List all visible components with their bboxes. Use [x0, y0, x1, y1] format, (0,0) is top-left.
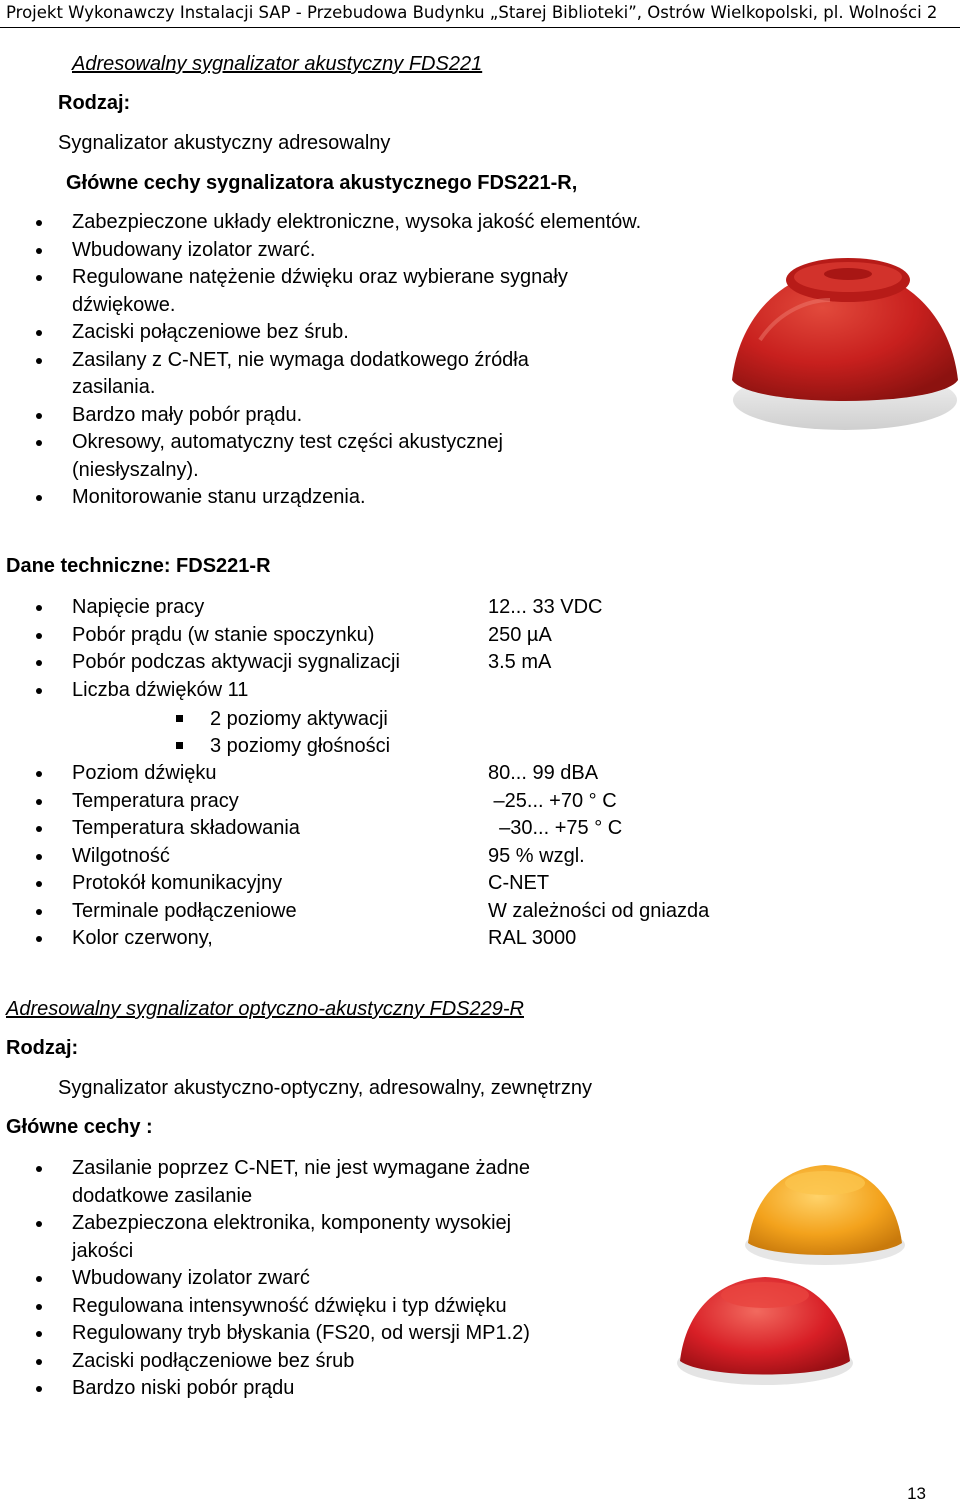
feature-item: [72, 1155, 530, 1183]
section1-type-label: Rodzaj:: [58, 92, 131, 114]
feature-item-continuation: [72, 1238, 530, 1266]
bullet-icon: [36, 1276, 42, 1282]
bullet-icon: [36, 881, 42, 887]
feature-text: Bardzo mały pobór prądu.: [72, 403, 303, 426]
spec-value: 250 µA: [488, 623, 552, 646]
square-bullet-icon: [176, 742, 183, 749]
bullet-icon: [36, 1386, 42, 1392]
bullet-icon: [36, 605, 42, 611]
bullet-icon: [36, 660, 42, 666]
spec-item: [72, 760, 599, 788]
square-bullet-icon: [176, 715, 183, 722]
spec-value: –25... +70 ° C: [488, 789, 617, 812]
feature-item: [72, 1348, 530, 1376]
feature-text: Zabezpieczona elektronika, komponenty wysokiej: [72, 1212, 512, 1234]
spec-label: Pobór prądu (w stanie spoczynku): [72, 623, 375, 646]
section2-type-value: Sygnalizator akustyczno-optyczny, adresowalny, zewnętrzny: [58, 1077, 592, 1099]
spec-item: [72, 594, 603, 622]
page-header: Projekt Wykonawczy Instalacji SAP - Przebudowa Budynku „Starej Biblioteki”, Ostrów Wielkopolski, pl. Wolności 2: [6, 3, 938, 22]
feature-item: [72, 237, 641, 265]
spec-item: [72, 788, 617, 816]
feature-text: jakości: [72, 1239, 134, 1262]
feature-text: (niesłyszalny).: [72, 458, 199, 481]
spec-value: W zależności od gniazda: [488, 899, 710, 922]
header-rule: [0, 27, 960, 28]
bullet-icon: [36, 854, 42, 860]
spec-item: [72, 925, 577, 953]
bullet-icon: [36, 771, 42, 777]
spec-item: [72, 677, 400, 705]
spec-item: [72, 649, 552, 677]
feature-item: [72, 484, 641, 512]
feature-text: Zasilany z C-NET, nie wymaga dodatkowego źródła: [72, 348, 529, 371]
bullet-icon: [36, 248, 42, 254]
spec-label: Temperatura składowania: [72, 817, 300, 839]
feature-text: Wbudowany izolator zwarć: [72, 1267, 310, 1289]
bullet-icon: [36, 799, 42, 805]
spec-label: Wilgotność: [72, 844, 170, 867]
feature-text: Wbudowany izolator zwarć.: [72, 238, 316, 261]
spec-value: RAL 3000: [488, 927, 577, 949]
feature-text: Zaciski podłączeniowe bez śrub: [72, 1349, 355, 1372]
feature-text: Monitorowanie stanu urządzenia.: [72, 486, 366, 508]
amber-beacon-image: [740, 1155, 910, 1270]
feature-text: Zabezpieczone układy elektroniczne, wysoka jakość elementów.: [72, 211, 642, 233]
section1-features-heading: Główne cechy sygnalizatora akustycznego FDS221-R,: [66, 172, 578, 194]
spec-label: Liczba dźwięków 11: [72, 678, 249, 701]
bullet-icon: [36, 358, 42, 364]
feature-item: [72, 209, 641, 237]
tech-data-heading: Dane techniczne: FDS221-R: [6, 555, 271, 577]
bullet-icon: [36, 688, 42, 694]
feature-text: Bardzo niski pobór prądu: [72, 1377, 295, 1399]
feature-item: [72, 1210, 530, 1238]
spec-item: [72, 843, 585, 871]
page-number: 13: [907, 1484, 926, 1503]
spec-label: Protokół komunikacyjny: [72, 872, 283, 894]
bullet-icon: [36, 826, 42, 832]
feature-text: zasilania.: [72, 376, 156, 398]
bullet-icon: [36, 275, 42, 281]
spec-label: Napięcie pracy: [72, 596, 205, 618]
spec-value: 12... 33 VDC: [488, 596, 603, 618]
feature-item: [72, 429, 641, 457]
sub-spec-text: 3 poziomy głośności: [210, 735, 391, 757]
red-sounder-image: [720, 230, 960, 440]
bullet-icon: [36, 1359, 42, 1365]
feature-item: [72, 402, 641, 430]
feature-text: dźwiękowe.: [72, 293, 176, 316]
feature-item: [72, 319, 641, 347]
bullet-icon: [36, 1331, 42, 1337]
feature-item: [72, 1320, 530, 1348]
spec-label: Pobór podczas aktywacji sygnalizacji: [72, 651, 400, 673]
spec-value: 80... 99 dBA: [488, 762, 599, 784]
bullet-icon: [36, 330, 42, 336]
feature-text: Regulowana intensywność dźwięku i typ dźwięku: [72, 1294, 507, 1317]
feature-text: Regulowany tryb błyskania (FS20, od wersji MP1.2): [72, 1322, 530, 1344]
bullet-icon: [36, 1304, 42, 1310]
feature-text: Okresowy, automatyczny test części akustycznej: [72, 431, 503, 453]
bullet-icon: [36, 495, 42, 501]
feature-item-continuation: [72, 374, 641, 402]
feature-item: [72, 1293, 530, 1321]
bullet-icon: [36, 633, 42, 639]
sub-spec-2: [210, 733, 390, 760]
feature-item: [72, 347, 641, 375]
sub-spec-1: [210, 706, 388, 733]
spec-list-1: [72, 594, 603, 704]
feature-item-continuation: [72, 457, 641, 485]
bullet-icon: [36, 413, 42, 419]
red-beacon-image: [670, 1265, 860, 1390]
spec-value: 95 % wzgl.: [488, 844, 585, 867]
spec-value: 3.5 mA: [488, 651, 552, 673]
spec-label: Poziom dźwięku: [72, 762, 217, 784]
spec-label: Temperatura pracy: [72, 789, 239, 812]
section2-title: Adresowalny sygnalizator optyczno-akustyczny FDS229-R: [6, 998, 524, 1020]
section1-title: Adresowalny sygnalizator akustyczny FDS221: [72, 53, 483, 75]
spec-item: [72, 622, 552, 650]
feature-item: [72, 1375, 530, 1403]
spec-list-2: [72, 760, 710, 953]
spec-value: –30... +75 ° C: [488, 817, 623, 839]
bullet-icon: [36, 1221, 42, 1227]
feature-item: [72, 1265, 530, 1293]
section1-features-list: [72, 209, 641, 512]
sub-spec-text: 2 poziomy aktywacji: [210, 708, 388, 730]
feature-text: Zaciski połączeniowe bez śrub.: [72, 321, 349, 343]
section2-features-heading: Główne cechy :: [6, 1116, 153, 1138]
feature-text: Zasilanie poprzez C-NET, nie jest wymagane żadne: [72, 1157, 530, 1179]
spec-label: Terminale podłączeniowe: [72, 899, 297, 922]
feature-text: dodatkowe zasilanie: [72, 1184, 253, 1207]
section1-type-value: Sygnalizator akustyczny adresowalny: [58, 132, 391, 154]
feature-item: [72, 264, 641, 292]
spec-item: [72, 898, 710, 926]
bullet-icon: [36, 909, 42, 915]
section2-features-list: [72, 1155, 530, 1403]
bullet-icon: [36, 220, 42, 226]
spec-value: C-NET: [488, 872, 550, 894]
feature-item-continuation: [72, 1183, 530, 1211]
feature-item-continuation: [72, 292, 641, 320]
bullet-icon: [36, 936, 42, 942]
spec-label: Kolor czerwony,: [72, 927, 213, 949]
bullet-icon: [36, 1166, 42, 1172]
feature-text: Regulowane natężenie dźwięku oraz wybierane sygnały: [72, 266, 568, 288]
spec-item: [72, 815, 623, 843]
bullet-icon: [36, 440, 42, 446]
section2-type-label: Rodzaj:: [6, 1037, 79, 1059]
spec-item: [72, 870, 550, 898]
